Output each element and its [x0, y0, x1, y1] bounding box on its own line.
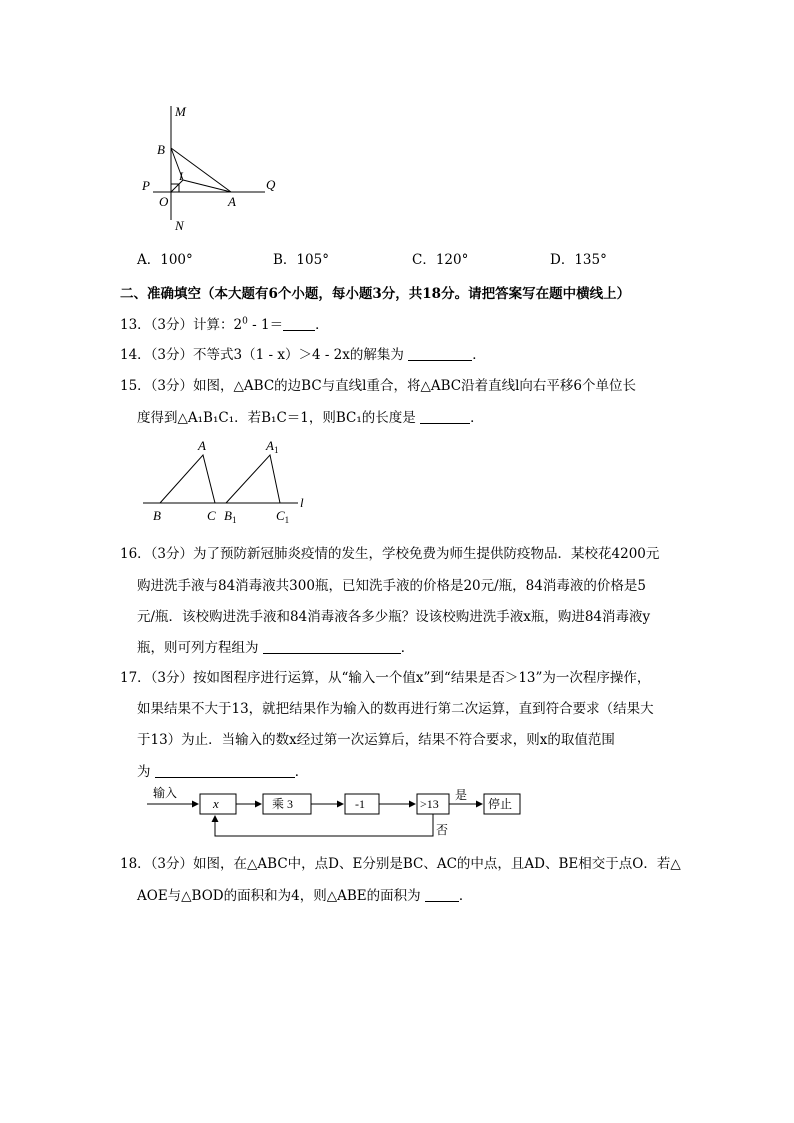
q16-line4-text: 瓶，则可列方程组为 — [137, 640, 259, 656]
question-17-line3: 于13）为止．当输入的数x经过第一次运算后，结果不符合要求，则x的取值范围 — [137, 732, 615, 748]
segment-ia — [183, 180, 231, 192]
arrow-no-loop — [215, 814, 433, 836]
question-13 — [120, 313, 329, 333]
flow-no-label: 否 — [436, 823, 449, 837]
q14-answer-blank[interactable] — [408, 346, 472, 361]
question-16-line1: 16．（3分）为了预防新冠肺炎疫情的发生，学校免费为师生提供防疫物品．某校花4200元 — [120, 546, 660, 562]
q15-end: ． — [470, 410, 484, 426]
question-14 — [120, 343, 486, 363]
q13-text: 13．（3分）计算：2 — [120, 317, 243, 333]
q18-line2-text: AOE与△BOD的面积和为4，则△ABE的面积为 — [137, 888, 421, 904]
q17-flowchart — [145, 784, 545, 844]
box-minus1-label: -1 — [355, 797, 365, 811]
label-b: B — [157, 142, 165, 157]
question-18-line2 — [137, 884, 472, 904]
option-d: D．135° — [550, 252, 607, 268]
label-p: P — [142, 178, 150, 193]
label-l: l — [300, 495, 304, 510]
q15-line2-text: 度得到△A₁B₁C₁．若B₁C＝1，则BC₁的长度是 — [137, 410, 416, 426]
q18-answer-blank[interactable] — [425, 887, 459, 902]
q15-figure — [140, 435, 320, 530]
label-a: A — [228, 194, 236, 209]
q16-answer-blank[interactable] — [263, 639, 401, 654]
q15-answer-blank[interactable] — [420, 409, 470, 424]
question-17-line4 — [137, 760, 308, 780]
triangle-abc — [160, 455, 215, 503]
q13-sup: 0 — [242, 316, 248, 327]
label-n: N — [175, 218, 184, 233]
q16-end: ． — [400, 640, 415, 656]
question-17-line2: 如果结果不大于13，就把结果作为输入的数再进行第二次运算，直到符合要求（结果大 — [137, 701, 654, 717]
option-a: A．100° — [137, 252, 193, 268]
label-b1: $B_1$ — [224, 508, 237, 525]
section-2-title: 二、准确填空（本大题有6个小题，每小题3分，共18分。请把答案写在题中横线上） — [120, 286, 631, 302]
box-gt13-label: >13 — [420, 797, 439, 811]
question-16-line2: 购进洗手液与84消毒液共300瓶，已知洗手液的价格是20元/瓶，84消毒液的价格是5 — [137, 578, 646, 594]
flow-input-label: 输入 — [153, 786, 178, 800]
q14-text: 14．（3分）不等式3（1 - x）＞4 - 2x的解集为 — [120, 347, 404, 363]
question-16-line4 — [137, 636, 414, 656]
q18-end: ． — [458, 888, 473, 904]
option-c: C．120° — [412, 252, 469, 268]
q17-end: ． — [294, 764, 309, 780]
question-18-line1: 18．（3分）如图，在△ABC中，点D、E分别是BC、AC的中点，且AD、BE相交于点O．若△ — [120, 856, 681, 872]
label-c: C — [207, 508, 216, 523]
label-m: M — [175, 104, 186, 119]
q12-figure — [135, 100, 295, 235]
label-b: B — [153, 508, 161, 523]
triangle-a1b1c1 — [226, 455, 280, 503]
question-15-line2 — [137, 406, 484, 426]
question-17-line1: 17．（3分）按如图程序进行运算，从“输入一个值x”到“结果是否＞13”为一次程序操作， — [120, 670, 651, 686]
label-i: I — [179, 169, 183, 183]
label-o: O — [159, 194, 169, 209]
box-stop-label: 停止 — [488, 797, 513, 811]
flow-yes-label: 是 — [455, 788, 468, 802]
question-16-line3: 元/瓶．该校购进洗手液和84消毒液各多少瓶？设该校购进洗手液x瓶，购进84消毒液y — [137, 609, 651, 625]
label-q: Q — [266, 177, 276, 192]
label-a: A — [198, 438, 206, 453]
label-c1: $C_1$ — [276, 508, 290, 525]
option-b: B．105° — [273, 252, 329, 268]
question-15-line1: 15．（3分）如图，△ABC的边BC与直线l重合，将△ABC沿着直线l向右平移6个单位长 — [120, 378, 637, 394]
q13-answer-blank[interactable] — [283, 316, 315, 331]
q14-end: ． — [472, 347, 486, 363]
box-times3-label: 乘 3 — [272, 797, 294, 811]
q17-answer-blank[interactable] — [155, 763, 295, 778]
q13-end: ． — [315, 317, 329, 333]
q17-line4-text: 为 — [137, 764, 151, 780]
label-a1: $A_1$ — [266, 438, 279, 455]
box-x-label: x — [213, 796, 219, 811]
q13-rest: - 1＝ — [247, 317, 284, 333]
